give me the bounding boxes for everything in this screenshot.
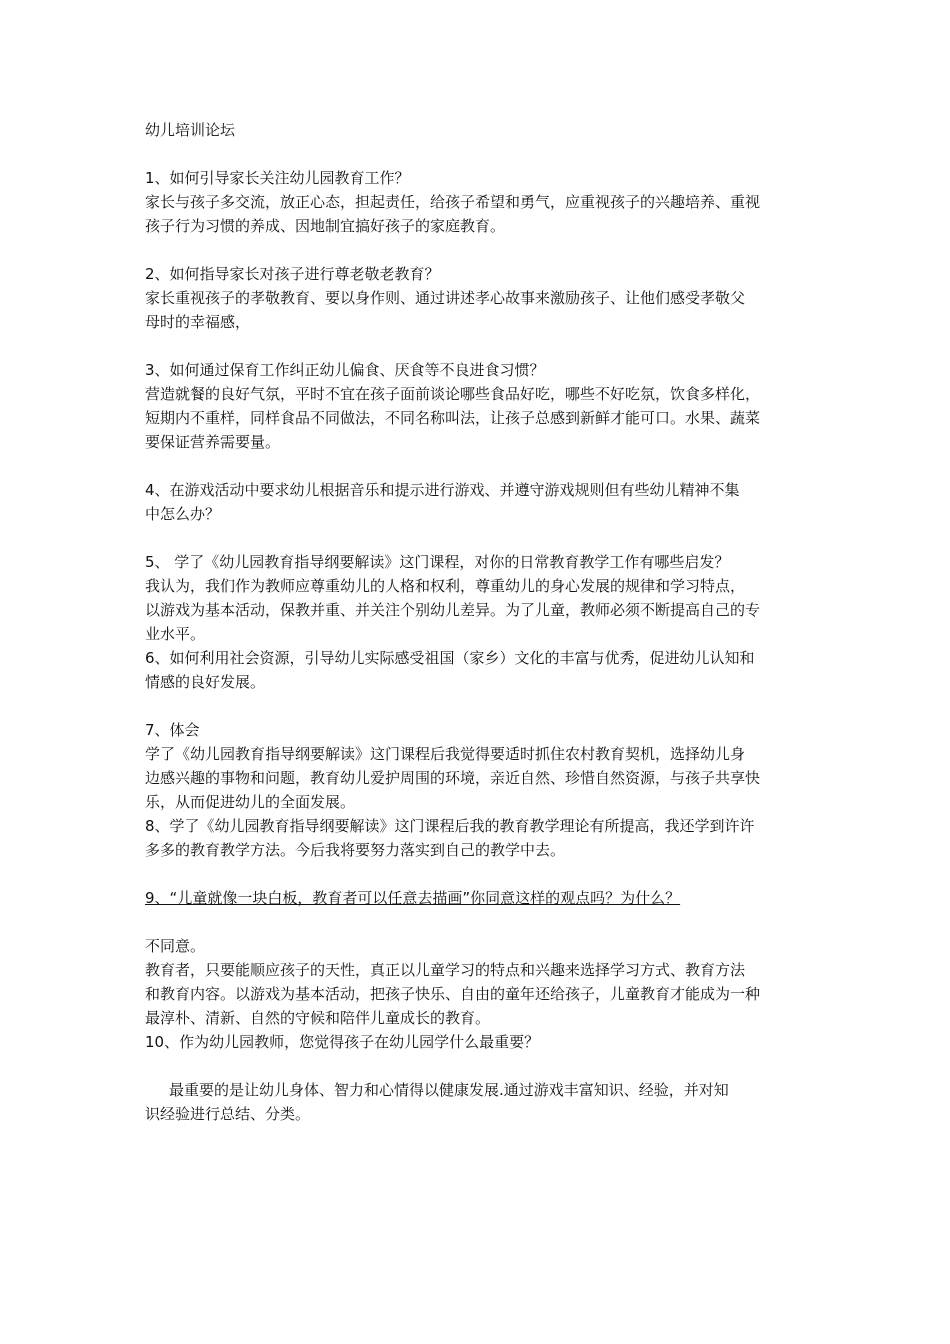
answer-9-line-3: 最淳朴、清新、自然的守候和陪伴儿童成长的教育。: [145, 1009, 491, 1027]
answer-10-line-1: 最重要的是让幼儿身体、智力和心情得以健康发展.通过游戏丰富知识、经验，并对知: [169, 1081, 729, 1099]
question-2: 2、如何指导家长对孩子进行尊老敬老教育？: [145, 265, 440, 283]
question-9: 9、“儿童就像一块白板，教育者可以任意去描画”你同意这样的观点吗？为什么？: [145, 889, 681, 907]
answer-2-line-2: 母时的幸福感，: [145, 313, 251, 331]
doc-title: 幼儿培训论坛: [145, 121, 236, 139]
question-10: 10、作为幼儿园教师，您觉得孩子在幼儿园学什么最重要？: [145, 1033, 540, 1051]
answer-3-line-2: 短期内不重样，同样食品不同做法，不同名称叫法，让孩子总感到新鲜才能可口。水果、蔬菜: [145, 409, 761, 427]
answer-9-head: 不同意。: [145, 937, 206, 955]
answer-7-line-2: 边感兴趣的事物和问题，教育幼儿爱护周围的环境，亲近自然、珍惜自然资源，与孩子共享快: [145, 769, 761, 787]
answer-2-line-1: 家长重视孩子的孝敬教育、要以身作则、通过讲述孝心故事来激励孩子、让他们感受孝敬父: [145, 289, 746, 307]
answer-1-line-2: 孩子行为习惯的养成、因地制宜搞好孩子的家庭教育。: [145, 217, 506, 235]
question-6-line-2: 情感的良好发展。: [145, 673, 266, 691]
question-3: 3、如何通过保育工作纠正幼儿偏食、厌食等不良进食习惯？: [145, 361, 545, 379]
answer-3-line-1: 营造就餐的良好气氛，平时不宜在孩子面前谈论哪些食品好吃，哪些不好吃氛，饮食多样化，: [145, 385, 761, 403]
answer-10-line-2: 识经验进行总结、分类。: [145, 1105, 311, 1123]
question-6-line-1: 6、如何利用社会资源，引导幼儿实际感受祖国（家乡）文化的丰富与优秀，促进幼儿认知和: [145, 649, 755, 667]
question-1: 1、如何引导家长关注幼儿园教育工作？: [145, 169, 410, 187]
question-5: 5、 学了《幼儿园教育指导纲要解读》这门课程，对你的日常教育教学工作有哪些启发？: [145, 553, 730, 571]
question-4-line-2: 中怎么办？: [145, 505, 221, 523]
answer-5-line-1: 我认为，我们作为教师应尊重幼儿的人格和权利，尊重幼儿的身心发展的规律和学习特点，: [145, 577, 746, 595]
question-4-line-1: 4、在游戏活动中要求幼儿根据音乐和提示进行游戏、并遵守游戏规则但有些幼儿精神不集: [145, 481, 740, 499]
answer-9-line-2: 和教育内容。以游戏为基本活动，把孩子快乐、自由的童年还给孩子，儿童教育才能成为一种: [145, 985, 761, 1003]
item-8-line-1: 8、学了《幼儿园教育指导纲要解读》这门课程后我的教育教学理论有所提高，我还学到许许: [145, 817, 755, 835]
answer-9-line-1: 教育者，只要能顺应孩子的天性，真正以儿童学习的特点和兴趣来选择学习方式、教育方法: [145, 961, 746, 979]
answer-7-line-1: 学了《幼儿园教育指导纲要解读》这门课程后我觉得要适时抓住农村教育契机，选择幼儿身: [145, 745, 746, 763]
answer-7-line-3: 乐，从而促进幼儿的全面发展。: [145, 793, 356, 811]
answer-1-line-1: 家长与孩子多交流，放正心态，担起责任，给孩子希望和勇气，应重视孩子的兴趣培养、重视: [145, 193, 761, 211]
document-page: [145, 118, 810, 1126]
answer-3-line-3: 要保证营养需要量。: [145, 433, 281, 451]
answer-5-line-3: 业水平。: [145, 625, 206, 643]
item-8-line-2: 多多的教育教学方法。今后我将要努力落实到自己的教学中去。: [145, 841, 566, 859]
answer-5-line-2: 以游戏为基本活动，保教并重、并关注个别幼儿差异。为了儿童，教师必须不断提高自己的专: [145, 601, 761, 619]
question-7: 7、体会: [145, 721, 200, 739]
